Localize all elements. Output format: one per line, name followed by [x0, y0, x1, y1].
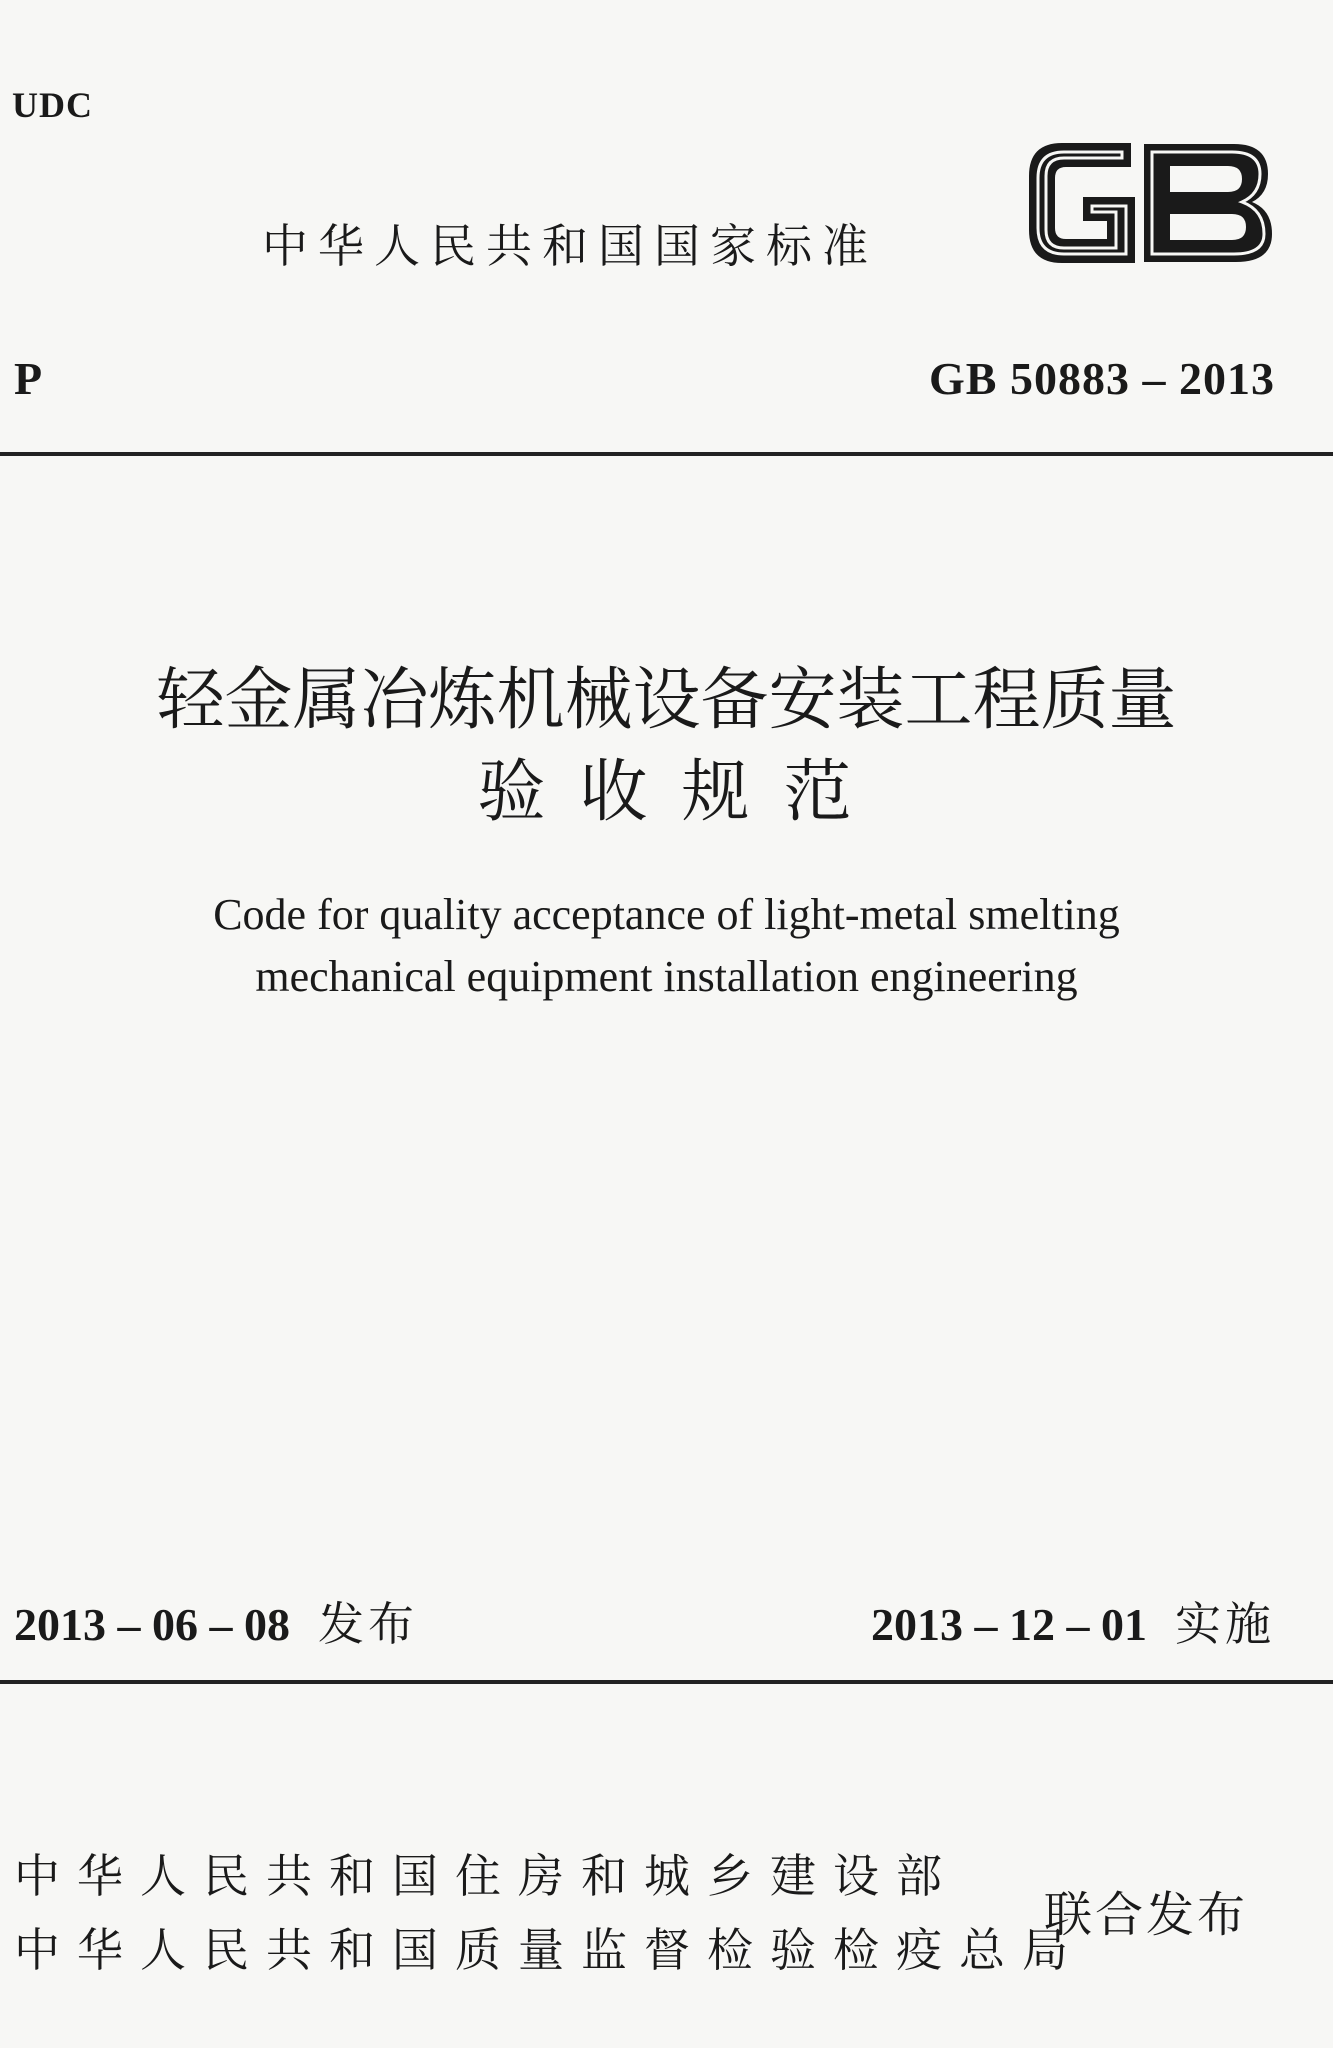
issue-date-block: [14, 1588, 418, 1654]
issuer-ministry-housing: 中华人民共和国住房和城乡建设部: [14, 1849, 959, 1903]
effective-date: 2013 – 12 – 01: [871, 1599, 1147, 1650]
english-title-line1: Code for quality acceptance of light-metal smelting: [213, 890, 1120, 939]
issue-label: 发布: [318, 1597, 418, 1651]
bottom-divider: [0, 1680, 1333, 1684]
chinese-title-line1: 轻金属冶炼机械设备安装工程质量: [156, 661, 1177, 740]
effective-label: 实施: [1175, 1597, 1275, 1651]
issuer-quality-administration: 中华人民共和国质量监督检验检疫总局: [14, 1923, 1085, 1977]
chinese-title-line2: 验收规范: [477, 753, 886, 832]
udc-label: UDC: [12, 85, 93, 125]
english-title-line2: mechanical equipment installation engineering: [255, 952, 1078, 1001]
national-standard-heading: 中华人民共和国国家标准: [262, 219, 878, 273]
category-code: P: [14, 353, 43, 404]
effective-date-block: [871, 1588, 1275, 1654]
gb-logo: [1022, 136, 1278, 270]
top-divider: [0, 452, 1333, 456]
issue-date: 2013 – 06 – 08: [14, 1599, 290, 1650]
standard-number: GB 50883 – 2013: [929, 353, 1275, 404]
joint-issue-label: 联合发布: [1044, 1887, 1249, 1943]
